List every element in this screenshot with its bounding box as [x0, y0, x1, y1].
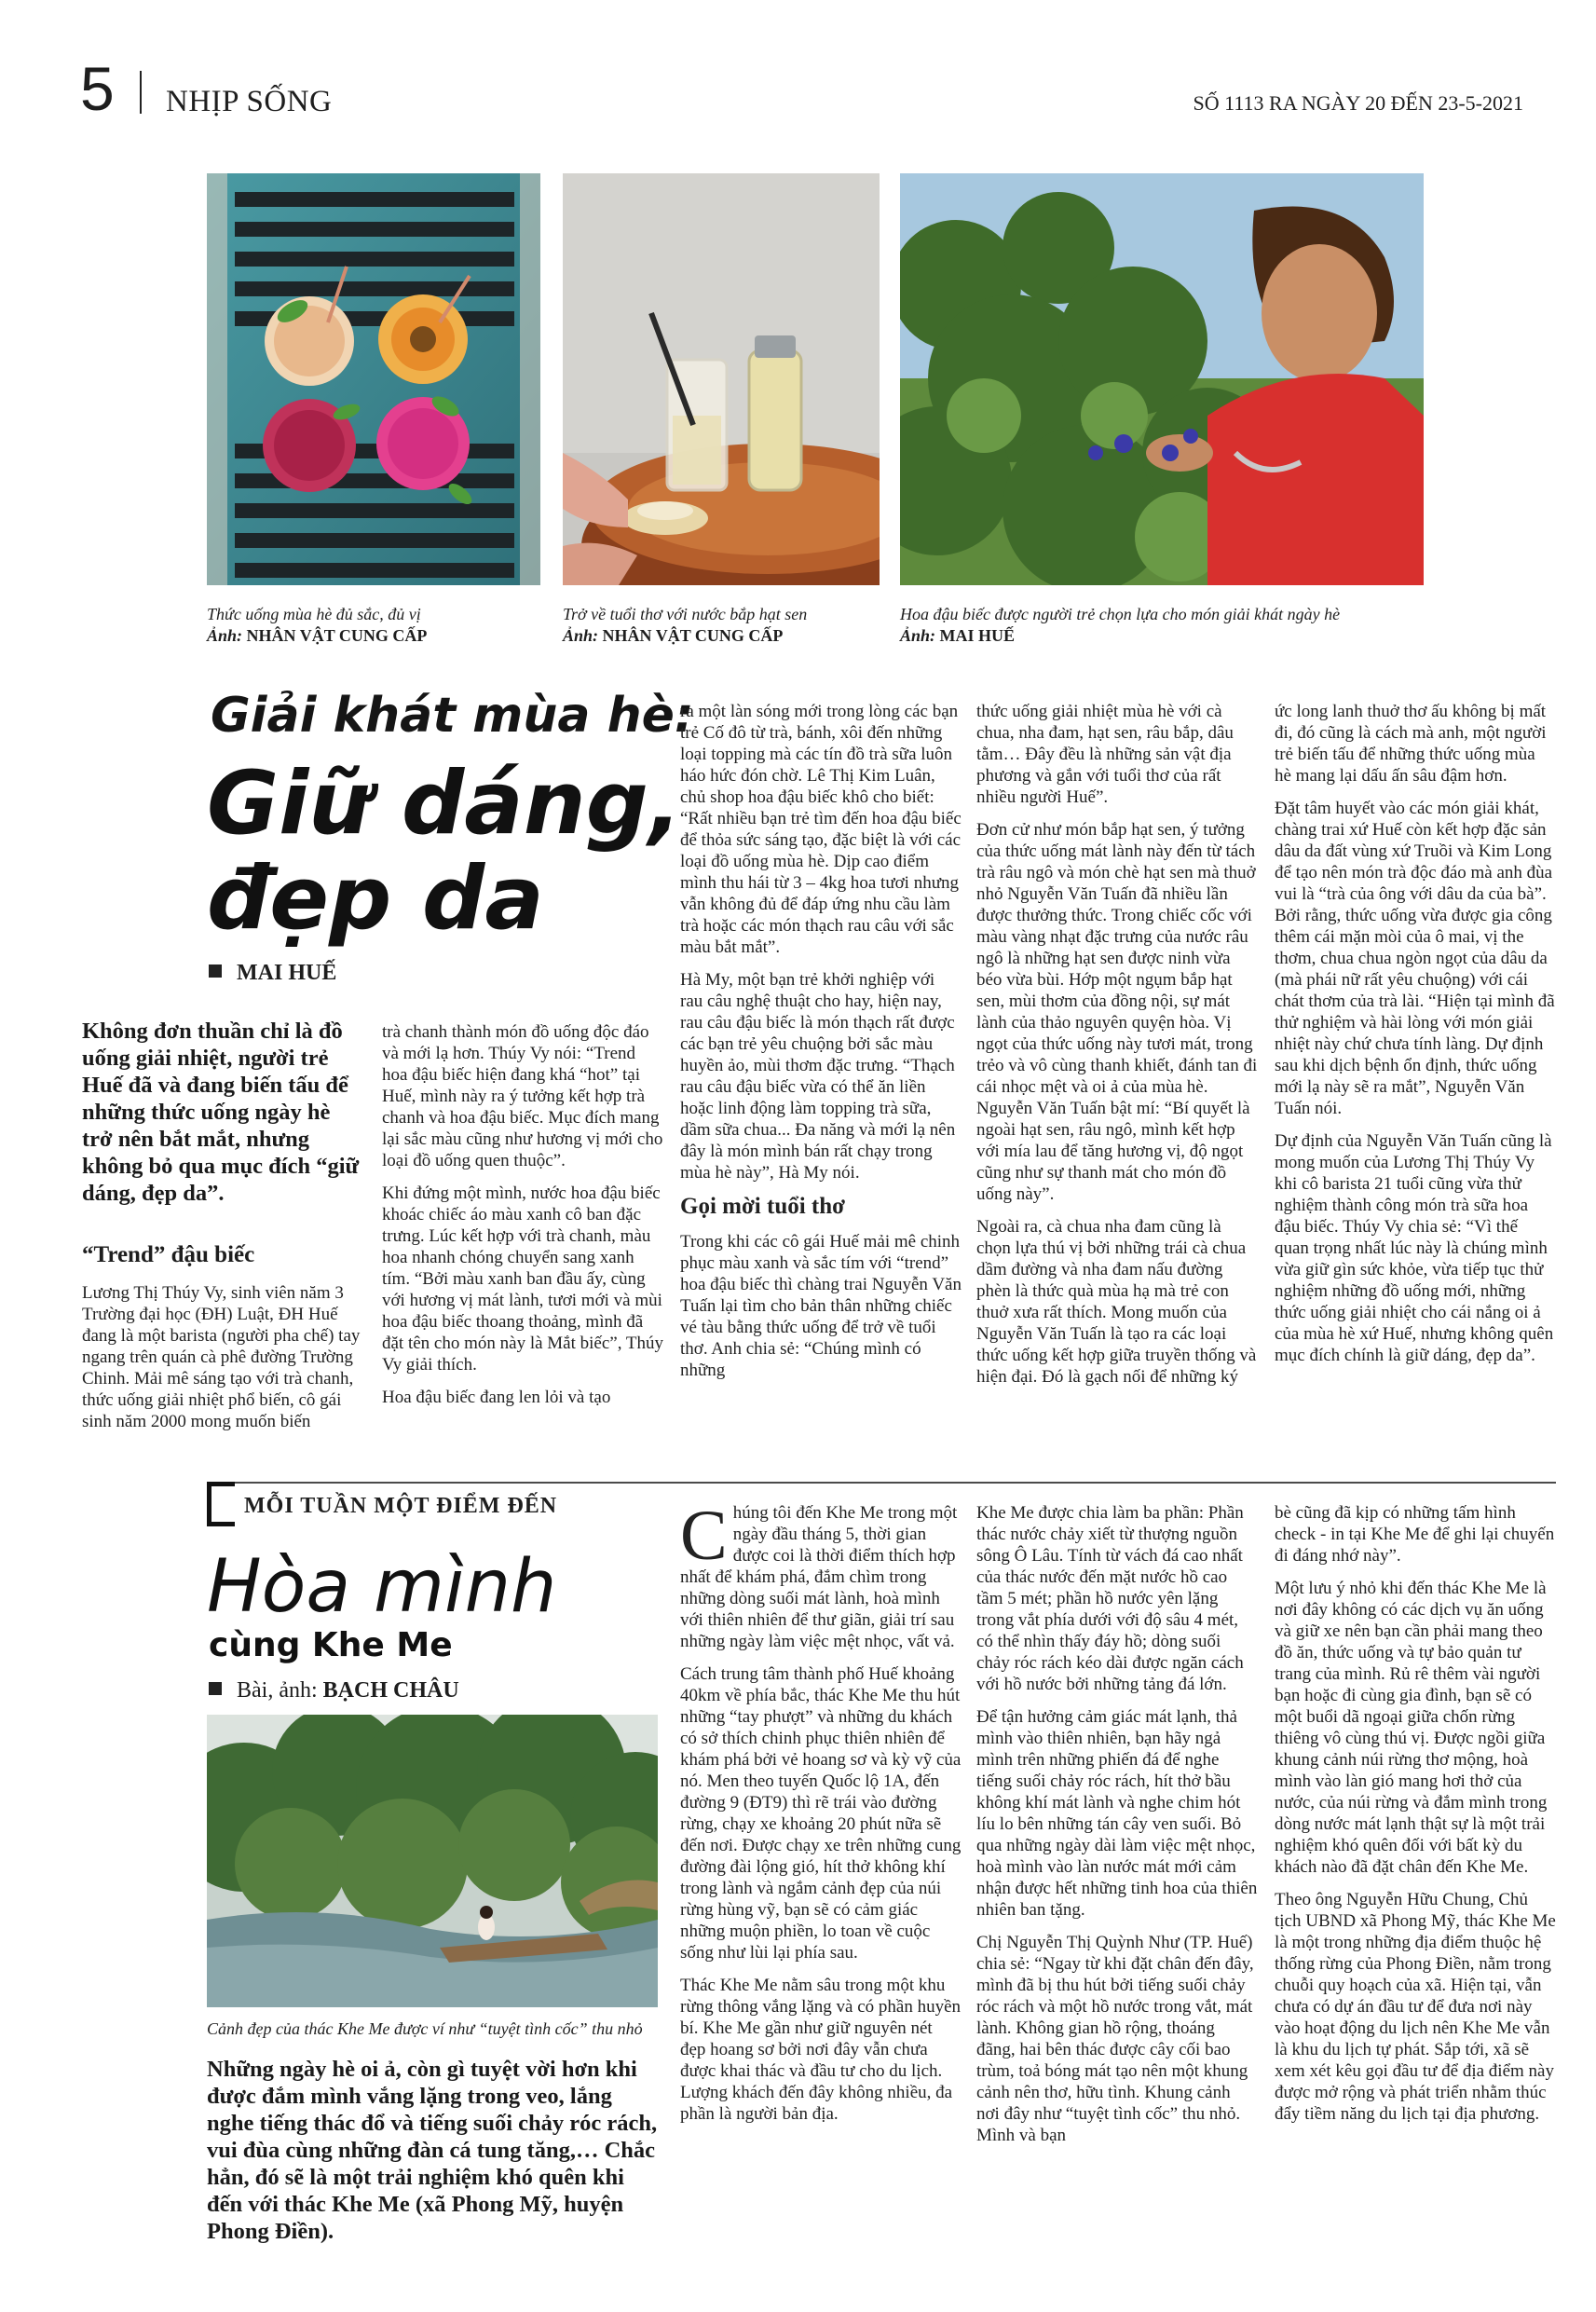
section-tag-bracket-icon — [207, 1482, 235, 1526]
page-number: 5 — [80, 54, 115, 123]
photo-flower-picker — [900, 173, 1424, 585]
paragraph — [680, 1497, 962, 1652]
credit-name: NHÂN VẬT CUNG CẤP — [602, 626, 784, 645]
header-divider — [140, 71, 142, 114]
article-headline — [207, 753, 691, 950]
credit-label: Ảnh: — [207, 626, 243, 645]
byline-label: Bài, ảnh: — [237, 1678, 318, 1703]
article-lead: Không đơn thuần chỉ là đồ uống giải nhiệt, người trẻ Huế đã và đang biến tấu để những thức uống ngày hè trở nên bắt mắt, nhưng không bỏ qua mục đích “giữ dáng, đẹp da”. — [82, 1019, 360, 1206]
caption-text: Thức uống mùa hè đủ sắc, đủ vị — [207, 605, 421, 623]
credit-label: Ảnh: — [900, 626, 936, 645]
drop-cap: C — [680, 1497, 728, 1575]
byline — [209, 962, 336, 984]
paragraph: Ngoài ra, cà chua nha đam cũng là chọn lựa thú vị bởi những trái cà chua dầm đường và nha đam nấu đường phèn là thức quà mùa hạ mà trẻ con thuở xưa rất thích. Mong muốn của Nguyễn Văn Tuấn là tạo ra các loại thức uống kết hợp giữa truyền thống và hiện đại. Đó là gạch nối để những ký — [976, 1217, 1257, 1387]
credit-label: Ảnh: — [563, 626, 599, 645]
article2-headline: Hòa mình — [207, 1545, 557, 1629]
paragraph: trà chanh thành món đồ uống độc đáo và mới lạ hơn. Thúy Vy nói: “Trend hoa đậu biếc hiện đang khá “hot” tại Huế, mình này ra ý tưởng kết hợp trà chanh và hoa đậu biếc. Mục đích mang lại sắc màu cũng như hương vị mới cho loại đồ uống quen thuộc”. — [382, 1022, 663, 1170]
article1-column-4 — [976, 701, 1258, 1399]
paragraph: bè cũng đã kịp có những tấm hình check - in tại Khe Me để ghi lại chuyến đi đáng nhớ này”. — [1275, 1503, 1555, 1566]
article1-column-3 — [680, 701, 962, 1392]
paragraph: ức long lanh thuở thơ ấu không bị mất đi, đó cũng là cách mà anh, một người trẻ biến tấu để những thức uống mùa hè mang lại dấu ấn sâu đậm hơn. — [1275, 702, 1547, 786]
paragraph: Hoa đậu biếc đang len lỏi và tạo — [382, 1388, 611, 1407]
byline-author: BẠCH CHÂU — [322, 1678, 459, 1703]
paragraph: Đặt tâm huyết vào các món giải khát, chàng trai xứ Huế còn kết hợp đặc sản dâu da đất vùng xứ Truồi và Kim Long để tạo nên món trà độc đáo mà anh đùa vui là “trà của ông với dâu da của bà”. Bởi rằng, thức uống vừa được gia công thêm cái mặn mòi của ô mai, vị the thơm, chua chua ngòn ngọt của dâu da (mà phái nữ rất yêu chuộng) với cái chát thơm của trà lài. “Hiện tại mình đã thử nghiệm và hài lòng với món giải nhiệt này chứ chưa tính làng. Dự định sau khi dịch bệnh ổn định, thức uống mới lạ này sẽ ra mắt”, Nguyễn Văn Tuấn nói. — [1275, 799, 1555, 1118]
photo-caption-drinks — [207, 604, 540, 647]
section-name: NHỊP SỐNG — [166, 85, 333, 118]
caption-text: Trở về tuổi thơ với nước bắp hạt sen — [563, 605, 808, 623]
photo-corn-drink — [563, 173, 880, 585]
credit-name: NHÂN VẬT CUNG CẤP — [246, 626, 428, 645]
paragraph: Dự định của Nguyễn Văn Tuấn cũng là mong muốn của Lương Thị Thúy Vy khi cô barista 21 tuổi cũng vừa thử nghiệm thành công món trà sữa hoa đậu biếc. Thúy Vy chia sẻ: “Vì thế quan trọng nhất lúc này là chúng mình vừa giữ gìn sức khỏe, vừa tiếp tục thử nghiệm những đồ uống mới, những thức uống giải nhiệt cho cái nắng oi ả của mùa hè xứ Huế, nhưng không quên mục đích chính là giữ dáng, đẹp da”. — [1275, 1131, 1554, 1365]
paragraph: Theo ông Nguyễn Hữu Chung, Chủ tịch UBND xã Phong Mỹ, thác Khe Me là một trong những địa điểm thuộc hệ thống rừng của Phong Điền, nằm trong chuỗi quy hoạch của xã. Hiện tại, vẫn chưa có dự án đầu tư để đưa nơi này vào hoạt động du lịch nên Khe Me vẫn là khu du lịch tự phát. Sắp tới, xã sẽ xem xét kêu gọi đầu tư để địa điểm này được mở rộng và phát triển nhằm thúc đẩy tiềm năng du lịch tại địa phương. — [1275, 1890, 1556, 2124]
paragraph: Thác Khe Me nằm sâu trong một khu rừng thông vắng lặng và có phần huyền bí. Khe Me gần như giữ nguyên nét đẹp hoang sơ bởi nơi đây vẫn chưa được khai thác và đầu tư cho du lịch. Lượng khách đến đây không nhiều, đa phần là người bản địa. — [680, 1976, 962, 2124]
headline-line-1: Giữ dáng, — [207, 753, 682, 855]
article2-lead: Những ngày hè oi ả, còn gì tuyệt vời hơn khi được đắm mình vắng lặng trong veo, lắng nghe tiếng thác đổ và tiếng suối chảy róc rách, vui đùa cùng những đàn cá tung tăng,… Chắc hẳn, đó sẽ là một trải nghiệm khó quên khi đến với thác Khe Me (xã Phong Mỹ, huyện Phong Điền). — [207, 2057, 658, 2244]
article2-column-5 — [1275, 1502, 1556, 2136]
article1-column-2 — [382, 1021, 663, 1419]
caption-text: Cảnh đẹp của thác Khe Me được ví như “tuyệt tình cốc” thu nhỏ — [207, 2019, 643, 2038]
photo-caption-khe-me — [207, 2018, 663, 2040]
section-tag: MỖI TUẦN MỘT ĐIỂM ĐẾN — [244, 1494, 558, 1518]
subhead-trend: “Trend” đậu biếc — [82, 1242, 255, 1267]
paragraph-text: húng tôi đến Khe Me trong một ngày đầu tháng 5, thời gian được coi là thời điểm thích hợp nhất để khám phá, đắm chìm trong những dòng suối mát lành, hoà mình với thiên nhiên để thư giãn, giải trí sau những ngày làm việc mệt nhọc, vất vả. — [680, 1503, 958, 1651]
article1-column-5 — [1275, 701, 1556, 1377]
paragraph: Khe Me được chia làm ba phần: Phần thác nước chảy xiết từ thượng nguồn sông Ô Lâu. Tính từ vách đá cao nhất của thác nước đến mặt nước hồ cao tầm 5 mét; phần hồ nước yên lặng trong vắt phía dưới với độ sâu 4 mét, có thể nhìn thấy đáy hồ; dòng suối chảy róc rách kéo dài được ngăn cách với hồ nước bởi những tảng đá lớn. — [976, 1503, 1244, 1694]
article2-column-4 — [976, 1502, 1258, 2157]
paragraph: Trong khi các cô gái Huế mải mê chinh phục màu xanh và sắc tím với “trend” hoa đậu biếc thì chàng trai Nguyễn Văn Tuấn lại tìm cho bản thân những chiếc vé tàu bằng thức uống để trở về tuổi thơ. Anh chia sẻ: “Chúng mình có những — [680, 1232, 962, 1380]
article1-column-1 — [82, 1282, 361, 1443]
byline-square-icon — [209, 1682, 222, 1695]
paragraph: Lương Thị Thúy Vy, sinh viên năm 3 Trường đại học (ĐH) Luật, ĐH Huế đang là một barista (người pha chế) tay ngang trên quán cà phê đường Trường Chinh. Mải mê sáng tạo với trà chanh, thức uống giải nhiệt phổ biến, cô gái sinh năm 2000 mong muốn biến — [82, 1283, 361, 1431]
article2-column-3 — [680, 1497, 962, 2136]
issue-date: SỐ 1113 RA NGÀY 20 ĐẾN 23-5-2021 — [1193, 91, 1523, 115]
paragraph: thức uống giải nhiệt mùa hè với cà chua, nha đam, hạt sen, râu bắp, dâu tằm… Đây đều là những sản vật địa phương và gắn với tuổi thơ của rất nhiều người Huế”. — [976, 702, 1234, 807]
article2-byline — [209, 1679, 459, 1702]
paragraph: Khi đứng một mình, nước hoa đậu biếc khoác chiếc áo màu xanh cô ban đặc trưng. Lúc kết hợp với trà chanh, màu hoa nhanh chóng chuyển sang xanh tím. “Bởi màu xanh ban đầu ấy, cùng với hương vị mát lành, tươi mới và mùi hoa đậu biếc thoang thoảng, mình đã đặt tên cho món này là Mắt biếc”, Thúy Vy giải thích. — [382, 1183, 663, 1375]
caption-text: Hoa đậu biếc được người trẻ chọn lựa cho món giải khát ngày hè — [900, 605, 1341, 623]
paragraph: ra một làn sóng mới trong lòng các bạn trẻ Cố đô từ trà, bánh, xôi đến những loại topping mà các tín đồ trà sữa luôn háo hức đón chờ. Lê Thị Kim Luân, chủ shop hoa đậu biếc khô cho biết: “Rất nhiều bạn trẻ tìm đến hoa đậu biếc để thỏa sức sáng tạo, đặc biệt là với các loại đồ uống mùa hè. Dịp cao điểm mình thu hái từ 3 – 4kg hoa tươi nhưng vẫn không đủ để đáp ứng nhu cầu làm trà hoặc các món thạch rau câu với sắc màu bắt mắt”. — [680, 702, 962, 957]
article-kicker: Giải khát mùa hè: — [211, 688, 694, 744]
paragraph: Chị Nguyễn Thị Quỳnh Như (TP. Huế) chia sẻ: “Ngay từ khi đặt chân đến đây, mình đã bị thu hút bởi tiếng suối chảy róc rách và một hồ nước trong vắt, mát lành. Không gian hồ rộng, thoáng đãng, hai bên thác được cây cối bao trùm, toả bóng mát tạo nên một khung cảnh nên thơ, hữu tình. Khung cảnh nơi đây như “tuyệt tình cốc” thu nhỏ. Mình và bạn — [976, 1933, 1254, 2145]
photo-caption-flower — [900, 604, 1424, 647]
subhead-childhood: Gọi mời tuổi thơ — [680, 1194, 846, 1219]
photo-drinks — [207, 173, 540, 585]
paragraph: Cách trung tâm thành phố Huế khoảng 40km về phía bắc, thác Khe Me thu hút những “tay phượt” và những du khách có sở thích chinh phục thiên nhiên để khám phá bởi vẻ hoang sơ và kỳ vỹ của nó. Men theo tuyến Quốc lộ 1A, đến đường 9 (ĐT9) thì rẽ trái vào đường rừng, chạy xe khoảng 20 phút nữa sẽ đến nơi. Được chạy xe trên những cung đường đài lộng gió, hít thở không khí trong lành và ngắm cảnh đẹp của núi rừng hùng vỹ, bạn sẽ có cảm giác những muộn phiền, lo toan về cuộc sống như lùi lại phía sau. — [680, 1664, 962, 1963]
paragraph: Để tận hưởng cảm giác mát lạnh, thả mình vào thiên nhiên, bạn hãy ngả mình trên những phiến đá để nghe tiếng suối chảy róc rách, hít thở bầu không khí mát lành và nghe chim hót líu lo bên những tán cây ven suối. Bỏ qua những ngày dài làm việc mệt nhọc, hoà mình vào làn nước mát mới cảm nhận được hết những tinh hoa của thiên nhiên ban tặng. — [976, 1707, 1258, 1920]
paragraph: Hà My, một bạn trẻ khởi nghiệp với rau câu nghệ thuật cho hay, hiện nay, rau câu đậu biếc là món thạch rất được các bạn trẻ yêu chuộng bởi sắc màu huyền ảo, mùi thơm đặc trưng. “Thạch rau câu đậu biếc vừa có thể ăn liền hoặc linh động làm topping trà sữa, dầm sữa chua... Đa năng và mới lạ nên đây là món mình bán rất chạy trong mùa hè này”, Hà My nói. — [680, 970, 956, 1183]
paragraph: Một lưu ý nhỏ khi đến thác Khe Me là nơi đây không có các dịch vụ ăn uống và giữ xe nên bạn cần phải mang theo đồ ăn, thức uống và tự bảo quản tư trang của mình. Rủ rê thêm vài người bạn hoặc đi cùng gia đình, bạn sẽ có một buổi dã ngoại giữa chốn rừng thiêng vô cùng thú vị. Được ngồi giữa khung cảnh núi rừng thơ mộng, hoà mình vào làn gió mang hơi thở của nước, của núi rừng và đắm mình trong dòng nước mát lạnh thật sự là một trải nghiệm khó quên đối với bất kỳ du khách nào đã đặt chân đến Khe Me. — [1275, 1579, 1548, 1877]
byline-author: MAI HUẾ — [237, 961, 337, 985]
credit-name: MAI HUẾ — [939, 626, 1016, 645]
headline-line-2: đẹp da — [207, 848, 544, 950]
byline-square-icon — [209, 964, 222, 978]
photo-khe-me — [207, 1715, 658, 2007]
paragraph: Đơn cử như món bắp hạt sen, ý tưởng của thức uống mát lành này đến từ tách trà râu ngô và món chè hạt sen mà thuở nhỏ Nguyễn Văn Tuấn đã nhiều lần được thưởng thức. Trong chiếc cốc với màu vàng nhạt đặc trưng của nước râu ngô là những hạt sen được ninh vừa béo vừa bùi. Hớp một ngụm bắp hạt sen, mùi thơm của đồng nội, sự mát lành của thảo nguyên quyện hòa. Vị ngọt của thức uống này tươi mát, trong trẻo và vô cùng thanh khiết, đánh tan đi cái nhọc mệt và oi ả của mùa hè. Nguyễn Văn Tuấn bật mí: “Bí quyết là ngoài hạt sen, râu ngô, mình kết hợp với mía lau để tăng hương vị, độ ngọt cũng như sự thanh mát cho món đồ uống này”. — [976, 820, 1258, 1204]
article2-subheadline: cùng Khe Me — [209, 1626, 453, 1664]
section-divider — [207, 1482, 1556, 1484]
photo-caption-corn — [563, 604, 880, 647]
